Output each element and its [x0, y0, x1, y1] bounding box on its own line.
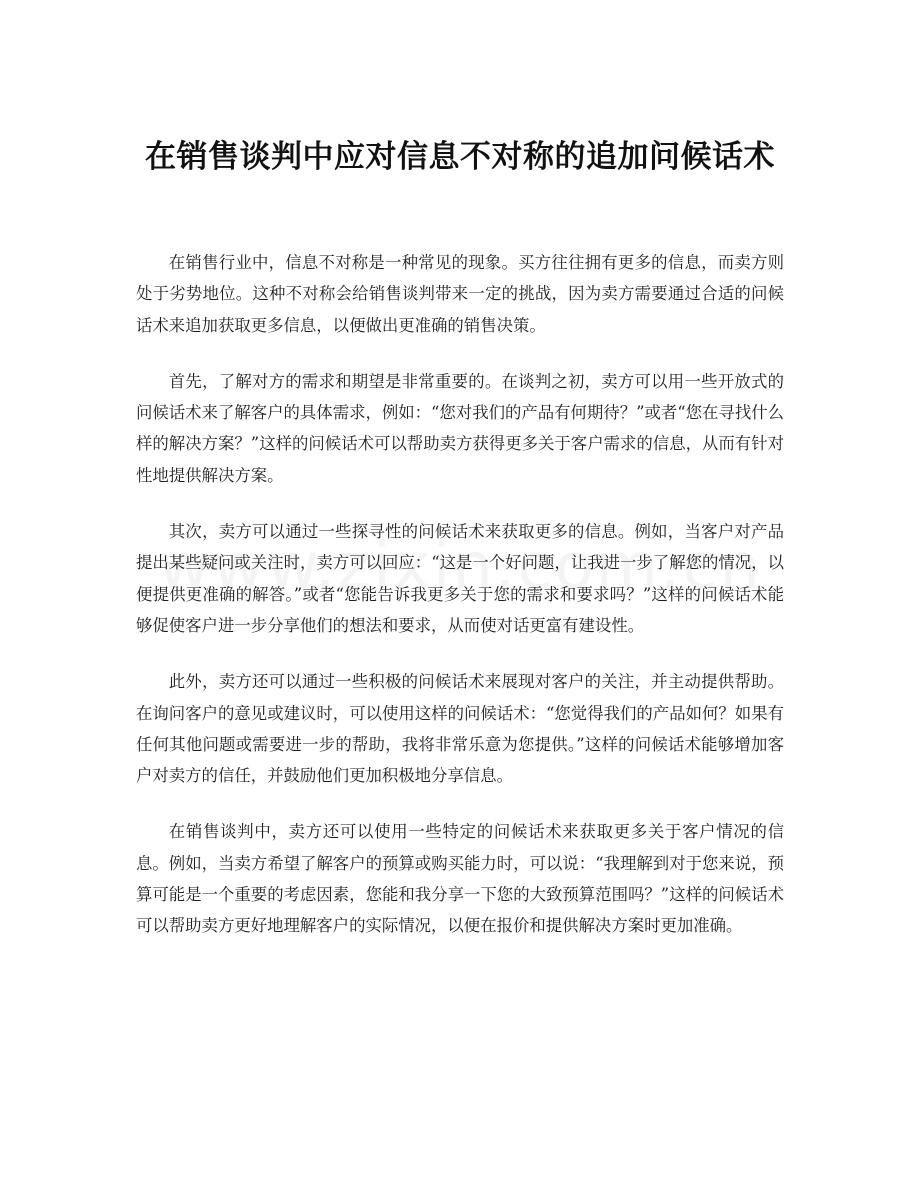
paragraph-4: 此外，卖方还可以通过一些积极的问候话术来展现对客户的关注，并主动提供帮助。在询问客户的意见或建议时，可以使用这样的问候话术：“您觉得我们的产品如何？如果有任何其他问题或需要进一步的帮助，我将非常乐意为您提供。”这样的问候话术能够增加客户对卖方的信任，并鼓励他们更加积极地分享信息。: [136, 672, 784, 786]
paragraph-2: 首先，了解对方的需求和期望是非常重要的。在谈判之初，卖方可以用一些开放式的问候话术来了解客户的具体需求，例如：“您对我们的产品有何期待？”或者“您在寻找什么样的解决方案？”这样的问候话术可以帮助卖方获得更多关于客户需求的信息，从而有针对性地提供解决方案。: [136, 371, 784, 485]
paragraph-1: 在销售行业中，信息不对称是一种常见的现象。买方往往拥有更多的信息，而卖方则处于劣势地位。这种不对称会给销售谈判带来一定的挑战，因为卖方需要通过合适的问候话术来追加获取更多信息，以便做出更准确的销售决策。: [136, 253, 784, 335]
paragraph-3: 其次，卖方可以通过一些探寻性的问候话术来获取更多的信息。例如，当客户对产品提出某些疑问或关注时，卖方可以回应：“这是一个好问题，让我进一步了解您的情况，以便提供更准确的解答。”或者“您能告诉我更多关于您的需求和要求吗？”这样的问候话术能够促使客户进一步分享他们的想法和要求，从而使对话更富有建设性。: [136, 522, 784, 635]
document-body: [136, 247, 784, 967]
document-title: 在销售谈判中应对信息不对称的追加问候话术: [145, 138, 775, 175]
paragraph-5: 在销售谈判中，卖方还可以使用一些特定的问候话术来获取更多关于客户情况的信息。例如，当卖方希望了解客户的预算或购买能力时，可以说：“我理解到对于您来说，预算可能是一个重要的考虑因素，您能和我分享一下您的大致预算范围吗？”这样的问候话术可以帮助卖方更好地理解客户的实际情况，以便在报价和提供解决方案时更加准确。: [136, 822, 784, 936]
